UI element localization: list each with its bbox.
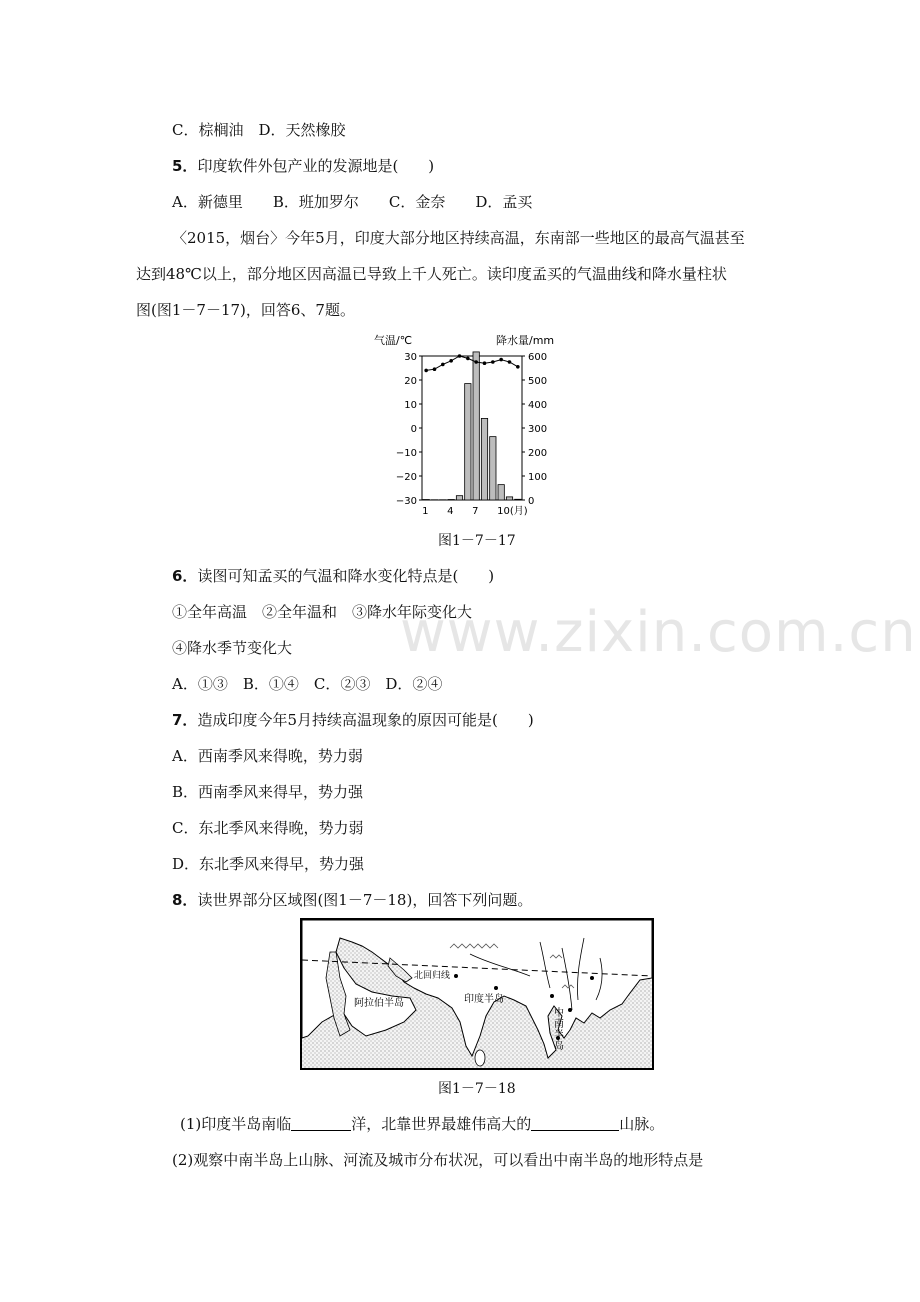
temperature-line (426, 356, 518, 370)
q7-stem: 造成印度今年5月持续高温现象的原因可能是( ) (197, 711, 534, 729)
x-tick-label: 10(月) (497, 506, 528, 517)
chart-left-axis-label: 气温/℃ (374, 334, 413, 347)
temperature-point (499, 358, 503, 362)
precipitation-bar (490, 437, 496, 500)
indochina-label-char: 南 (554, 1019, 564, 1030)
map-label-indochina (554, 1006, 564, 1052)
passage-line-3: 图(图1－7－17)，回答6、7题。 (136, 301, 355, 319)
right-tick-label: 600 (528, 352, 548, 363)
chart-right-axis-label: 降水量/mm (496, 334, 555, 347)
sub1-part-b: 洋，北靠世界最雄伟高大的 (351, 1115, 532, 1133)
question-8 (172, 890, 532, 910)
map-label-arabia: 阿拉伯半岛 (354, 998, 404, 1009)
climate-chart (372, 330, 572, 520)
temperature-point (441, 363, 445, 367)
sub-question-1 (180, 1114, 664, 1134)
blank-mountain (531, 1116, 619, 1131)
temperature-point (458, 354, 462, 358)
indochina-label-char: 半 (554, 1030, 564, 1041)
x-tick-label: 7 (472, 506, 479, 517)
left-tick-label: 30 (404, 352, 417, 363)
q7-option-c: C．东北季风来得晚，势力弱 (172, 819, 364, 837)
passage-line-1: 〈2015，烟台〉今年5月，印度大部分地区持续高温，东南部一些地区的最高气温甚至 (172, 229, 745, 247)
precipitation-bar (506, 497, 512, 500)
q7-number: 7． (172, 711, 198, 729)
temperature-point (433, 367, 437, 371)
q6-choices-2: ④降水季节变化大 (172, 639, 293, 657)
right-tick-label: 500 (528, 376, 548, 387)
region-map (300, 918, 654, 1070)
sub1-part-c: 山脉。 (619, 1115, 665, 1133)
left-tick-label: 10 (404, 400, 417, 411)
temperature-point (516, 365, 520, 369)
left-tick-label: −20 (395, 472, 417, 483)
right-tick-label: 400 (528, 400, 548, 411)
precipitation-bar (498, 485, 504, 500)
map-label-tropic: 北回归线 (414, 971, 451, 981)
fig17-caption: 图1－7－17 (438, 533, 516, 549)
right-tick-label: 200 (528, 448, 548, 459)
indochina-label-char: 中 (554, 1008, 564, 1019)
right-tick-label: 300 (528, 424, 548, 435)
map-label-india: 印度半岛 (464, 994, 504, 1005)
fig18-caption: 图1－7－18 (438, 1081, 516, 1097)
right-tick-label: 0 (528, 496, 535, 507)
watermark: www.zixin.com.cn (400, 600, 917, 665)
temperature-point (449, 359, 453, 363)
chart-plot-area (422, 356, 522, 500)
x-tick-label: 1 (422, 506, 429, 517)
q6-options: A．①③ B．①④ C．②③ D．②④ (172, 675, 443, 693)
precipitation-bar (456, 496, 462, 500)
sub1-part-a: (1)印度半岛南临 (180, 1115, 292, 1133)
q8-stem: 读世界部分区域图(图1－7－18)，回答下列问题。 (197, 891, 533, 909)
q6-stem: 读图可知孟买的气温和降水变化特点是( ) (197, 567, 495, 585)
q6-number: 6． (172, 567, 198, 585)
indochina-label-text (554, 1006, 564, 1052)
temperature-point (466, 357, 470, 361)
precipitation-bar (465, 384, 471, 500)
precipitation-bar (473, 352, 479, 500)
q7-option-a: A．西南季风来得晚，势力弱 (172, 747, 363, 765)
sri-lanka (475, 1050, 485, 1066)
precipitation-bar (515, 499, 521, 500)
q8-number: 8． (172, 891, 198, 909)
question-5 (172, 156, 434, 176)
left-tick-label: −30 (395, 496, 417, 507)
q4-options: C．棕榈油 D．天然橡胶 (172, 121, 346, 139)
passage-line-2: 达到48℃以上，部分地区因高温已导致上千人死亡。读印度孟买的气温曲线和降水量柱状 (136, 265, 727, 283)
left-tick-label: 0 (410, 424, 417, 435)
q5-stem: 印度软件外包产业的发源地是( ) (197, 157, 435, 175)
q7-option-b: B．西南季风来得早，势力强 (172, 783, 364, 801)
q6-choices-1: ①全年高温 ②全年温和 ③降水年际变化大 (172, 603, 473, 621)
temperature-point (508, 360, 512, 364)
temperature-point (474, 360, 478, 364)
indochina-label-char: 岛 (554, 1041, 564, 1052)
sub-question-2: (2)观察中南半岛上山脉、河流及城市分布状况，可以看出中南半岛的地形特点是 (172, 1151, 704, 1169)
right-tick-label: 100 (528, 472, 548, 483)
precipitation-bar (481, 418, 487, 500)
temperature-point (483, 361, 487, 365)
left-tick-label: −10 (395, 448, 417, 459)
q5-number: 5． (172, 157, 198, 175)
question-6 (172, 566, 494, 586)
temperature-point (424, 369, 428, 373)
blank-ocean (291, 1116, 351, 1131)
question-7 (172, 710, 534, 730)
q5-options: A．新德里 B．班加罗尔 C．金奈 D．孟买 (172, 193, 533, 211)
q7-option-d: D．东北季风来得早，势力强 (172, 855, 365, 873)
temperature-point (491, 360, 495, 364)
x-tick-label: 4 (447, 506, 454, 517)
left-tick-label: 20 (404, 376, 417, 387)
